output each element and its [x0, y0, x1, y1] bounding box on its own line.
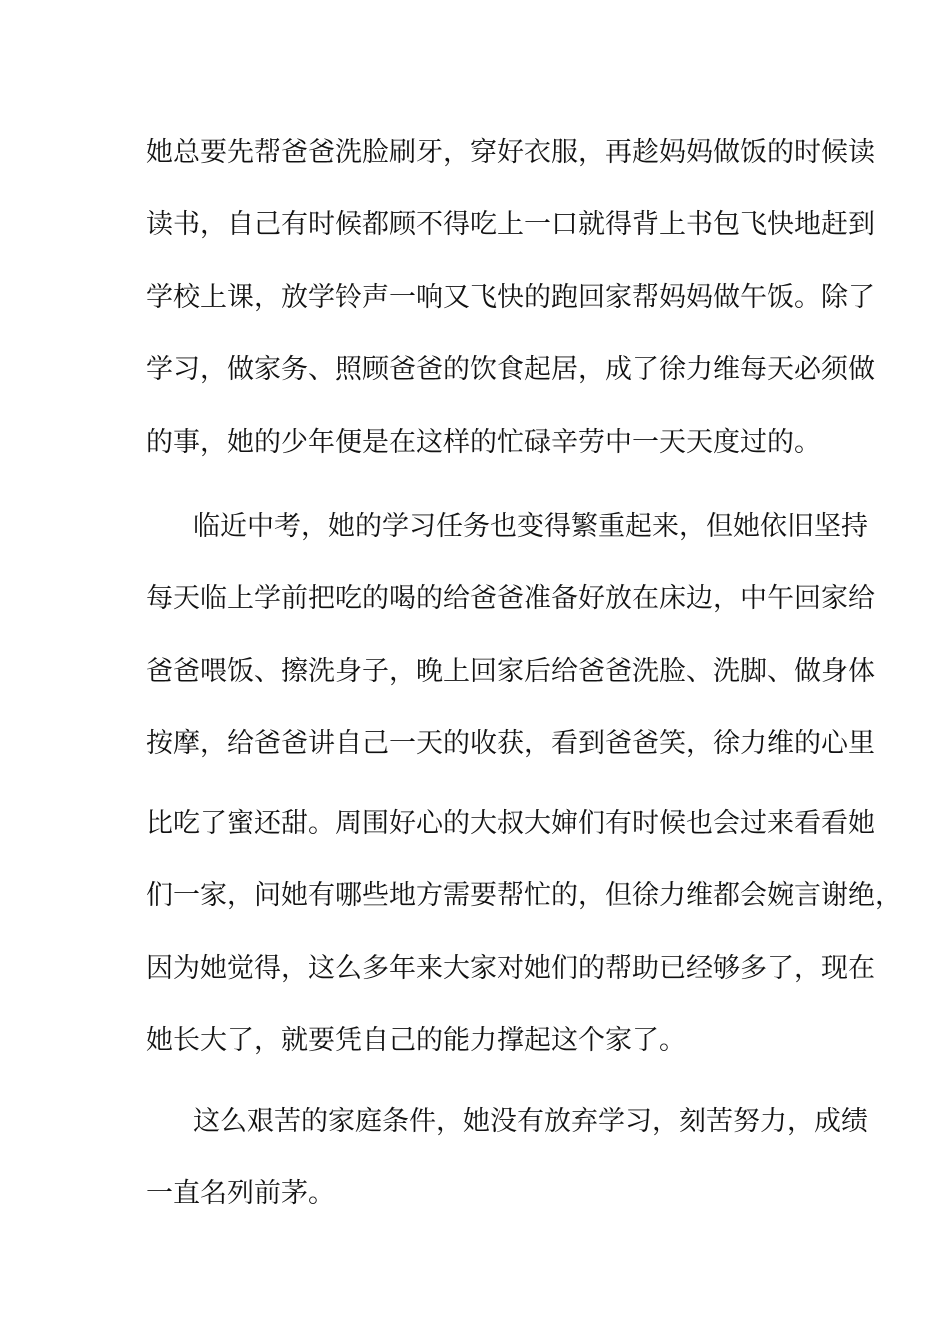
text-line: 读书，自己有时候都顾不得吃上一口就得背上书包飞快地赶到 — [146, 209, 875, 240]
text-line: 按摩，给爸爸讲自己一天的收获，看到爸爸笑，徐力维的心里 — [146, 728, 875, 759]
text-line: 学习，做家务、照顾爸爸的饮食起居，成了徐力维每天必须做 — [146, 354, 875, 385]
text-line: 她总要先帮爸爸洗脸刷牙，穿好衣服，再趁妈妈做饭的时候读 — [146, 137, 875, 168]
text-line: 一直名列前茅。 — [146, 1178, 335, 1209]
text-line: 爸爸喂饭、擦洗身子，晚上回家后给爸爸洗脸、洗脚、做身体 — [146, 656, 875, 687]
text-line: 因为她觉得，这么多年来大家对她们的帮助已经够多了，现在 — [146, 953, 875, 984]
text-line: 每天临上学前把吃的喝的给爸爸准备好放在床边，中午回家给 — [146, 583, 875, 614]
text-line: 的事，她的少年便是在这样的忙碌辛劳中一天天度过的。 — [146, 427, 821, 458]
text-line: 比吃了蜜还甜。周围好心的大叔大婶们有时候也会过来看看她 — [146, 808, 875, 839]
text-line: 们一家，问她有哪些地方需要帮忙的，但徐力维都会婉言谢绝， — [146, 880, 902, 911]
text-line: 她长大了，就要凭自己的能力撑起这个家了。 — [146, 1025, 686, 1056]
text-line: 学校上课，放学铃声一响又飞快的跑回家帮妈妈做午饭。除了 — [146, 282, 875, 313]
text-line: 这么艰苦的家庭条件，她没有放弃学习，刻苦努力，成绩 — [193, 1106, 868, 1137]
text-line: 临近中考，她的学习任务也变得繁重起来，但她依旧坚持 — [193, 511, 868, 542]
